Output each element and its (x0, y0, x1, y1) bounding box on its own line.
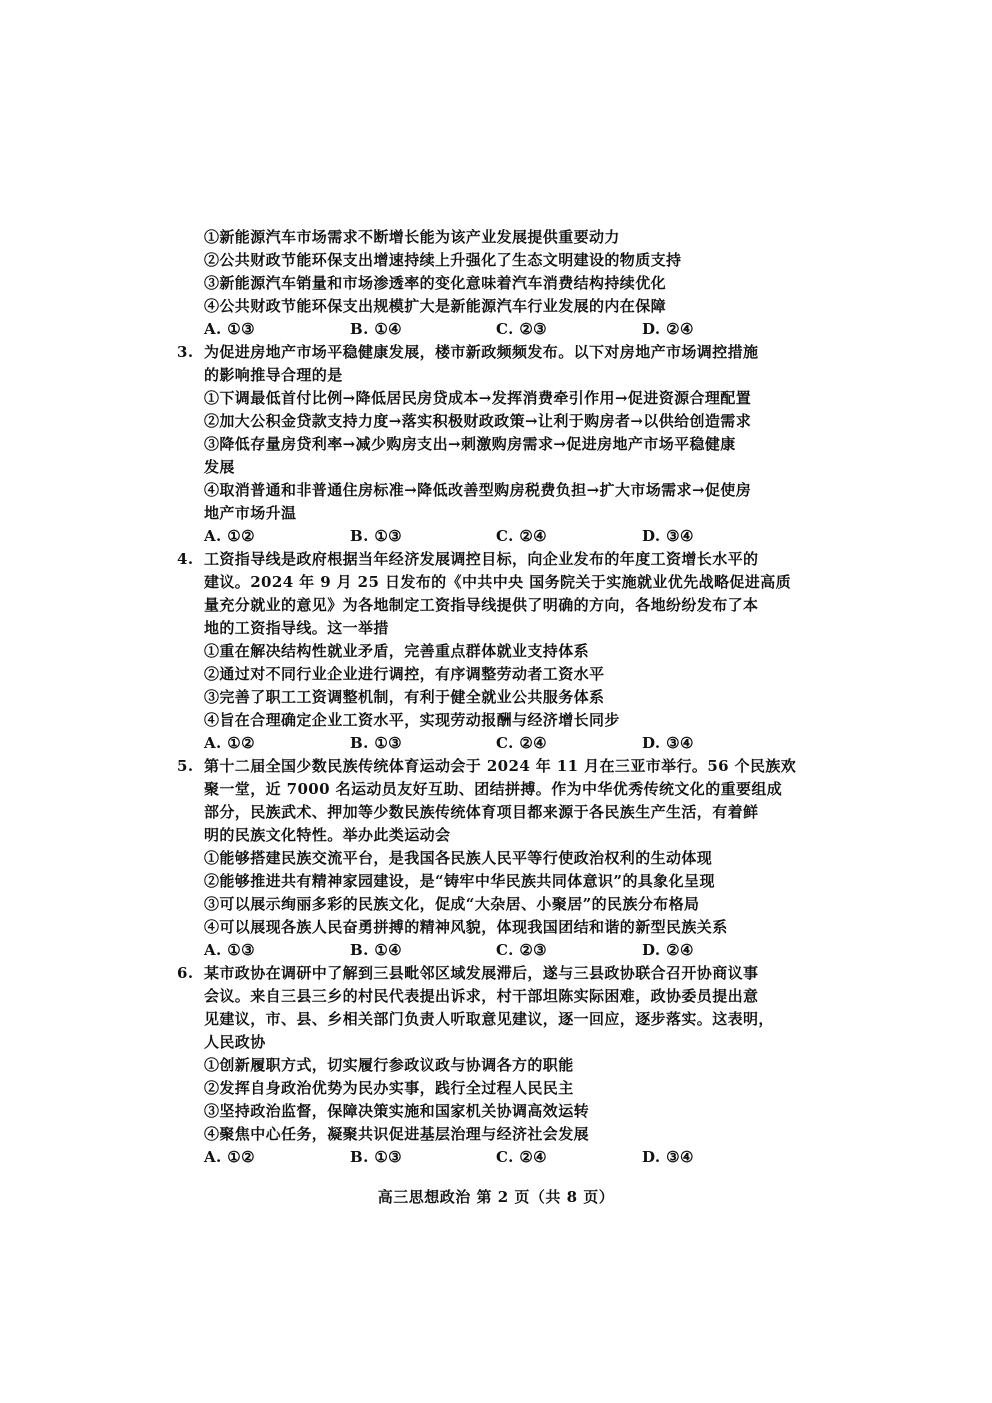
q5-stem-line-1 (177, 755, 817, 778)
q5-stem-line-2: 聚一堂，近 7000 名运动员友好互助、团结拼搏。作为中华优秀传统文化的重要组成 (204, 780, 783, 798)
question-3 (177, 341, 817, 548)
q5-stem-line-4: 明的民族文化特性。举办此类运动会 (204, 826, 451, 844)
q6-stem-text-1: 某市政协在调研中了解到三县毗邻区域发展滞后，遂与三县政协联合召开协商议事 (204, 964, 759, 982)
q5-stem-line-3: 部分，民族武术、押加等少数民族传统体育项目都来源于各民族生产生活，有着鲜 (204, 803, 759, 821)
q6-option-2: ②发挥自身政治优势为民办实事，践行全过程人民民主 (204, 1079, 574, 1097)
q4-option-4: ④旨在合理确定企业工资水平，实现劳动报酬与经济增长同步 (204, 711, 620, 729)
q4-stem-text-1: 工资指导线是政府根据当年经济发展调控目标，向企业发布的年度工资增长水平的 (204, 550, 759, 568)
q6-stem-line-1 (177, 962, 817, 985)
q4-option-2: ②通过对不同行业企业进行调控，有序调整劳动者工资水平 (204, 665, 605, 683)
q3-option-3: ③降低存量房贷利率→减少购房支出→刺激购房需求→促进房地产市场平稳健康 (204, 435, 736, 453)
q3-option-1: ①下调最低首付比例→降低居民房贷成本→发挥消费牵引作用→促进资源合理配置 (204, 389, 752, 407)
q6-answer-d: D. ③④ (642, 1148, 694, 1166)
q4-stem-line-2: 建议。2024 年 9 月 25 日发布的《中共中央 国务院关于实施就业优先战略促进高质 (204, 573, 791, 591)
q3-option-4: ④取消普通和非普通住房标准→降低改善型购房税费负担→扩大市场需求→促使房 (204, 481, 752, 499)
q6-option-1: ①创新履职方式，切实履行参政议政与协调各方的职能 (204, 1056, 574, 1074)
q2-option-3: ③新能源汽车销量和市场渗透率的变化意味着汽车消费结构持续优化 (204, 274, 667, 292)
q6-answer-b: B. ①③ (350, 1148, 403, 1166)
q4-option-3: ③完善了职工工资调整机制，有利于健全就业公共服务体系 (204, 688, 605, 706)
q4-answer-choices (177, 732, 817, 755)
question-4 (177, 548, 817, 755)
q3-stem-line-1 (177, 341, 817, 364)
q4-option-1: ①重在解决结构性就业矛盾，完善重点群体就业支持体系 (204, 642, 590, 660)
q3-stem-line-2: 的影响推导合理的是 (204, 366, 343, 384)
q2-option-1: ①新能源汽车市场需求不断增长能为该产业发展提供重要动力 (204, 228, 620, 246)
q4-answer-d: D. ③④ (642, 734, 694, 752)
q6-option-4: ④聚焦中心任务，凝聚共识促进基层治理与经济社会发展 (204, 1125, 590, 1143)
q5-stem-text-1: 第十二届全国少数民族传统体育运动会于 2024 年 11 月在三亚市举行。56 个民族欢 (204, 757, 797, 775)
q4-answer-a: A. ①② (204, 734, 255, 752)
q2-option-2: ②公共财政节能环保支出增速持续上升强化了生态文明建设的物质支持 (204, 251, 682, 269)
q2-answer-b: B. ①④ (350, 320, 403, 338)
q4-stem-line-1 (177, 548, 817, 571)
q6-answer-choices (177, 1146, 817, 1169)
q3-answer-d: D. ③④ (642, 527, 694, 545)
q5-answer-c: C. ②③ (496, 941, 548, 959)
q4-stem-line-3: 量充分就业的意见》为各地制定工资指导线提供了明确的方向，各地纷纷发布了本 (204, 596, 759, 614)
q2-answer-a: A. ①③ (204, 320, 255, 338)
q2-answer-c: C. ②③ (496, 320, 548, 338)
question-6 (177, 962, 817, 1169)
q4-answer-c: C. ②④ (496, 734, 548, 752)
q3-option-4-cont: 地产市场升温 (204, 504, 297, 522)
q6-answer-a: A. ①② (204, 1148, 255, 1166)
q6-stem-line-3: 见建议，市、县、乡相关部门负责人听取意见建议，逐一回应，逐步落实。这表明， (204, 1010, 774, 1028)
question-2-options (177, 226, 817, 341)
q5-answer-a: A. ①③ (204, 941, 255, 959)
q2-answer-d: D. ②④ (642, 320, 694, 338)
q5-option-3: ③可以展示绚丽多彩的民族文化，促成“大杂居、小聚居”的民族分布格局 (204, 895, 700, 913)
q6-number: 6. (177, 964, 194, 982)
q2-answer-choices (177, 318, 817, 341)
q5-answer-b: B. ①④ (350, 941, 403, 959)
q5-number: 5. (177, 757, 194, 775)
page-content (177, 226, 817, 1169)
q4-number: 4. (177, 550, 194, 568)
page-footer: 高三思想政治 第 2 页（共 8 页） (377, 1188, 615, 1206)
q3-answer-choices (177, 525, 817, 548)
q3-answer-b: B. ①③ (350, 527, 403, 545)
q6-stem-line-2: 会议。来自三县三乡的村民代表提出诉求，村干部坦陈实际困难，政协委员提出意 (204, 987, 759, 1005)
q4-stem-line-4: 地的工资指导线。这一举措 (204, 619, 389, 637)
q3-stem-text-1: 为促进房地产市场平稳健康发展，楼市新政频频发布。以下对房地产市场调控措施 (204, 343, 759, 361)
q6-option-3: ③坚持政治监督，保障决策实施和国家机关协调高效运转 (204, 1102, 590, 1120)
q5-option-4: ④可以展现各族人民奋勇拼搏的精神风貌，体现我国团结和谐的新型民族关系 (204, 918, 728, 936)
q3-answer-c: C. ②④ (496, 527, 548, 545)
q5-option-1: ①能够搭建民族交流平台，是我国各民族人民平等行使政治权利的生动体现 (204, 849, 713, 867)
q3-option-3-cont: 发展 (204, 458, 235, 476)
q2-option-4: ④公共财政节能环保支出规模扩大是新能源汽车行业发展的内在保障 (204, 297, 667, 315)
q6-answer-c: C. ②④ (496, 1148, 548, 1166)
q5-answer-choices (177, 939, 817, 962)
q4-answer-b: B. ①③ (350, 734, 403, 752)
q3-answer-a: A. ①② (204, 527, 255, 545)
q5-option-2: ②能够推进共有精神家园建设，是“铸牢中华民族共同体意识”的具象化呈现 (204, 872, 715, 890)
question-5 (177, 755, 817, 962)
q3-number: 3. (177, 343, 194, 361)
q6-stem-line-4: 人民政协 (204, 1033, 266, 1051)
q3-option-2: ②加大公积金贷款支持力度→落实积极财政政策→让利于购房者→以供给创造需求 (204, 412, 752, 430)
q5-answer-d: D. ②④ (642, 941, 694, 959)
